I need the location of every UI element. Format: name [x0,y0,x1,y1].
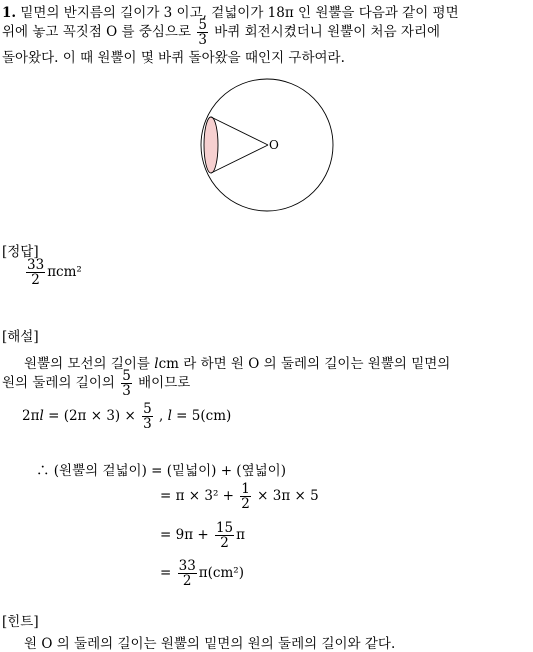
eq1-comma: , [158,408,164,425]
eq1-part-b: = (2π × 3) × [43,408,136,425]
eq2-text: ∴ (원뿔의 겉넓이) = (밑넓이) + (옆넓이) [36,463,286,479]
equation-4 [160,521,245,550]
eq1-part-d: = 5(cm) [171,408,232,425]
eq5-part-b: π(cm²) [198,565,244,582]
problem-line-2 [2,18,440,47]
fraction-numerator: 15 [215,520,234,536]
variable-l: l [154,356,159,372]
solution-text-2b: 배이므로 [138,375,191,392]
eq5-fraction [178,559,197,588]
solution-text-1b: cm 라 하면 원 O 의 둘레의 길이는 원뿔의 밑면의 [158,356,451,372]
equation-2 [36,459,286,479]
solution-fraction-1 [121,369,132,398]
eq5-part-a: = [160,565,172,582]
cone-rotation-figure [195,75,340,215]
vertex-label-o: O [269,138,279,152]
eq3-part-a: = π × 3² + [160,488,234,505]
eq4-fraction [215,521,234,550]
eq1-part-a: 2π [22,408,40,425]
problem-text-2a: 위에 놓고 꼭짓점 O 를 중심으로 [2,24,192,41]
answer-denominator: 2 [31,272,40,289]
cone-side-top [211,117,268,145]
problem-text-2b: 바퀴 회전시켰더니 원뿔이 처음 자리에 [214,24,441,41]
fraction-numerator: 5 [122,368,131,384]
fraction-denominator: 2 [182,573,192,590]
fraction-numerator: 1 [241,481,250,497]
fraction-numerator: 5 [198,17,207,33]
answer-fraction [26,258,45,287]
fraction-denominator: 2 [241,496,250,513]
fraction-five-thirds [197,18,208,47]
variable-l: l [39,408,44,425]
equation-1 [22,402,231,431]
problem-text-1: 밑면의 반지름의 길이가 3 이고, 겉넓이가 18π 인 원뿔을 다음과 같이 평면 [20,5,459,21]
solution-text-2a: 원의 둘레의 길이의 [2,375,115,392]
problem-text-3: 돌아왔다. 이 때 원뿔이 몇 바퀴 돌아왔을 때인지 구하여라. [2,50,345,66]
variable-l: l [167,408,172,425]
eq1-fraction [142,402,153,431]
eq4-part-a: = 9π + [160,527,209,544]
answer-label: [정답] [2,244,39,260]
fraction-denominator: 2 [220,535,229,552]
answer-value [24,258,82,287]
hint-text: 원 O 의 둘레의 길이는 원뿔의 밑면의 원의 둘레의 길이와 같다. [24,636,396,652]
solution-text-1a: 원뿔의 모선의 길이를 [24,356,150,372]
solution-label: [해설] [2,329,39,345]
fraction-numerator: 33 [178,558,196,574]
fraction-denominator: 3 [143,416,152,433]
problem-line-3 [2,46,345,66]
answer-numerator: 33 [27,257,45,273]
answer-tail: πcm² [47,264,82,281]
fraction-denominator: 3 [198,32,207,49]
eq4-part-b: π [236,527,246,544]
fraction-denominator: 3 [122,383,131,400]
equation-5 [160,559,244,588]
eq3-fraction [240,482,251,511]
fraction-numerator: 5 [143,401,152,417]
solution-para-2 [2,369,190,398]
problem-number: 1. [2,5,17,21]
hint-label: [힌트] [2,614,39,630]
cone-side-bottom [211,145,268,173]
equation-3 [160,482,319,511]
cone-base-ellipse [204,117,218,173]
eq3-part-b: × 3π × 5 [257,488,319,505]
